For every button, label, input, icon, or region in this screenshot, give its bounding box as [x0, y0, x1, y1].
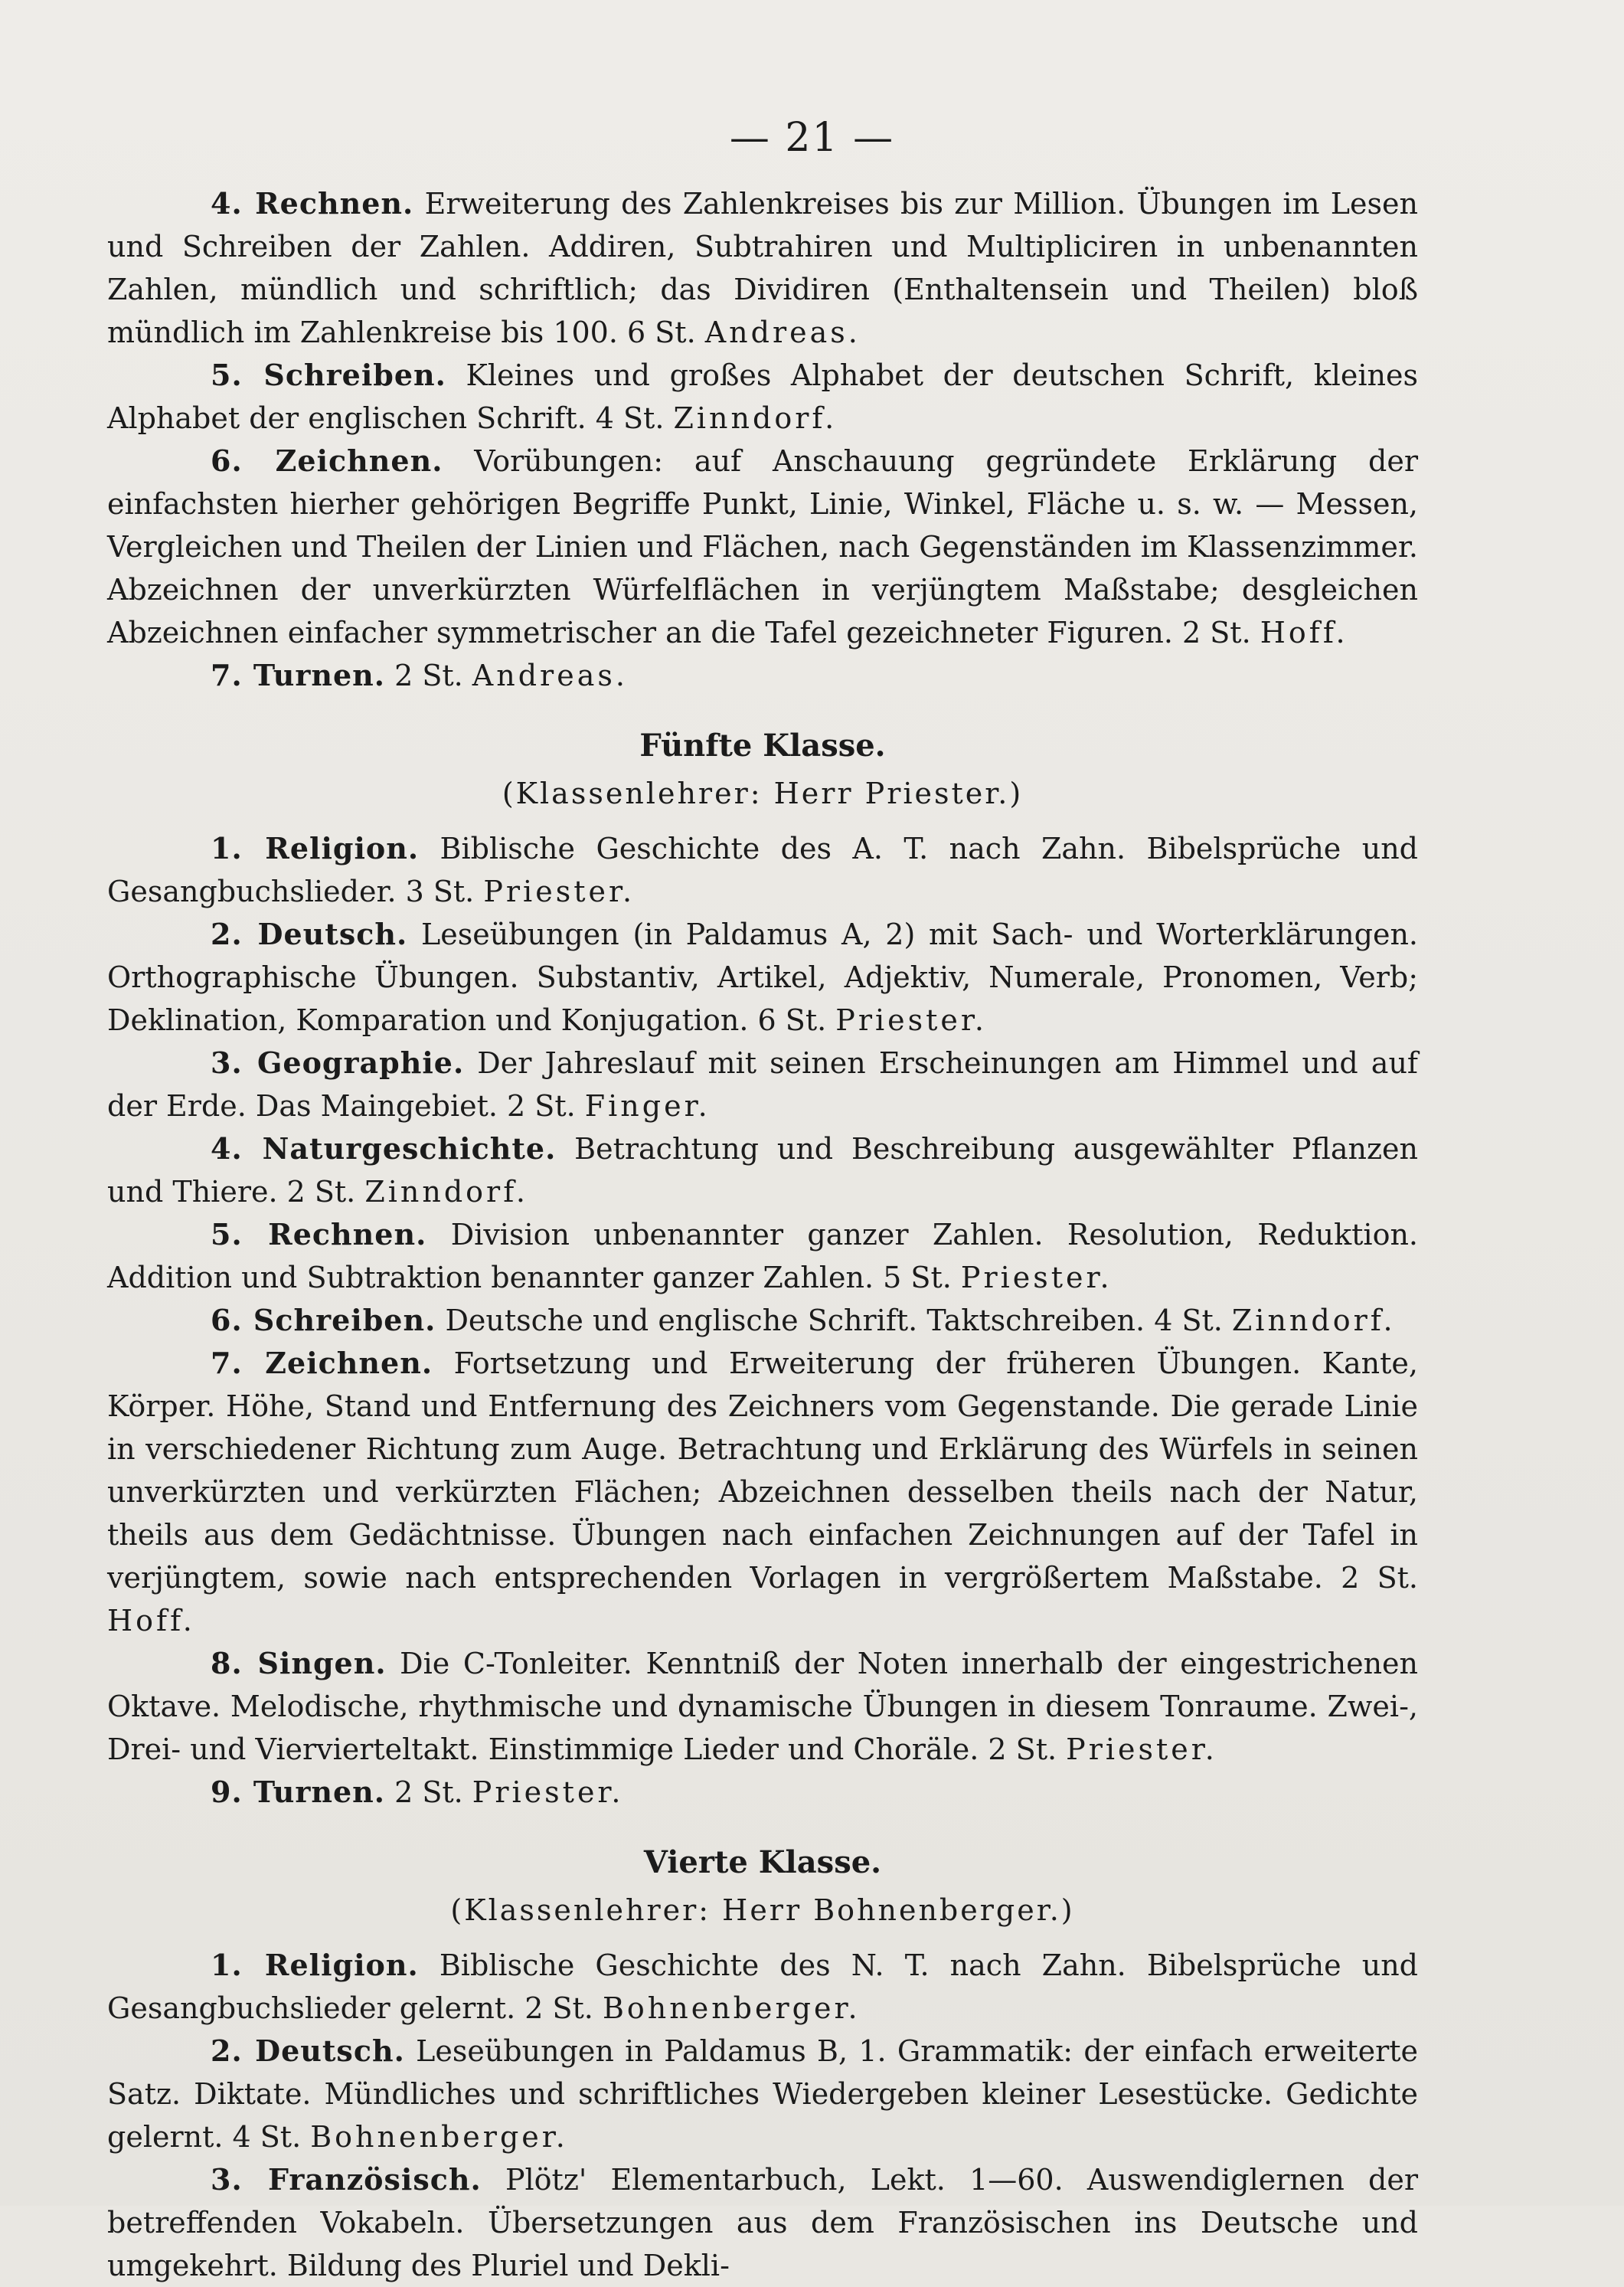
page-content: [107, 182, 1418, 2287]
section-subtitle-klassenlehrer: (Klassenlehrer: Herr Priester.): [502, 777, 1024, 810]
paragraph-franzoesisch-4: [107, 2158, 1418, 2287]
subject-heading: 3. Französisch.: [211, 2162, 482, 2197]
section-title-fuenfte-klasse: Fünfte Klasse.: [639, 728, 886, 764]
paragraph-turnen-5: [107, 1771, 1418, 1814]
paragraph-schreiben-6: [107, 354, 1418, 440]
teacher-name: Priester.: [483, 875, 636, 908]
paragraph-text: Leseübungen (in Paldamus A, 2) mit Sach- und Worterklärungen. Orthographische Übungen. Substantiv, Artikel, Adjektiv, Numerale, Pronomen, Verb; Deklination, Komparation und Konjugation. 6 St.: [107, 918, 1418, 1037]
paragraph-deutsch-5: [107, 913, 1418, 1042]
subject-heading: 6. Zeichnen.: [211, 443, 443, 478]
subject-heading: 3. Geographie.: [211, 1045, 465, 1080]
paragraph-text: 2 St.: [385, 659, 472, 692]
teacher-name: Priester.: [1066, 1732, 1217, 1766]
paragraph-text: Biblische Geschichte des A. T. nach Zahn. Bibelsprüche und Gesangbuchslieder. 3 St.: [107, 832, 1418, 908]
paragraph-naturgeschichte-5: [107, 1127, 1418, 1213]
paragraph-text: Fortsetzung und Erweiterung der früheren Übungen. Kante, Körper. Höhe, Stand und Entfernung des Zeichners vom Gegenstande. Die gerade Linie in verschiedener Richtung zum Auge. Betrachtung und Erklärung des Würfels in seinen unverkürzten und verkürzten Flächen; Abzeichnen desselben theils nach der Natur, theils aus dem Gedächtnisse. Übungen nach einfachen Zeichnungen auf der Tafel in verjüngtem, sowie nach entsprechenden Vorlagen in vergrößertem Maßstabe. 2 St.: [107, 1346, 1418, 1595]
subject-heading: 7. Turnen.: [211, 658, 385, 692]
paragraph-text: Die C-Tonleiter. Kenntniß der Noten innerhalb der eingestrichenen Oktave. Melodische, rhythmische und dynamische Übungen in diesem Tonraume. Zwei-, Drei- und Viervierteltakt. Einstimmige Lieder und Choräle. 2 St.: [107, 1647, 1419, 1766]
paragraph-rechnen-6: [107, 182, 1418, 354]
paragraph-zeichnen-5: [107, 1342, 1418, 1642]
subject-heading: 8. Singen.: [211, 1646, 387, 1680]
paragraph-religion-4: [107, 1944, 1418, 2030]
subject-heading: 5. Rechnen.: [211, 1217, 427, 1251]
paragraph-text: Biblische Geschichte des N. T. nach Zahn. Bibelsprüche und Gesangbuchslieder gelernt. 2 St.: [107, 1948, 1418, 2025]
section-subtitle-klassenlehrer: (Klassenlehrer: Herr Bohnenberger.): [450, 1893, 1075, 1927]
teacher-name: Hoff.: [1260, 616, 1348, 649]
section-title-vierte-klasse: Vierte Klasse.: [643, 1844, 882, 1880]
subject-heading: 2. Deutsch.: [211, 2033, 405, 2068]
teacher-name: Hoff.: [107, 1604, 195, 1638]
page-number: — 21 —: [729, 115, 895, 161]
teacher-name: Zinndorf.: [364, 1175, 529, 1209]
paragraph-text: Deutsche und englische Schrift. Taktschreiben. 4 St.: [436, 1304, 1232, 1337]
paragraph-turnen-6: [107, 654, 1418, 697]
paragraph-text: Kleines und großes Alphabet der deutschen Schrift, kleines Alphabet der englischen Schrift. 4 St.: [107, 358, 1418, 435]
paragraph-text: Erweiterung des Zahlenkreises bis zur Million. Übungen im Lesen und Schreiben der Zahlen. Addiren, Subtrahiren und Multipliciren in unbenannten Zahlen, mündlich und schriftlich; das Dividiren (Enthaltensein und Theilen) bloß mündlich im Zahlenkreise bis 100. 6 St.: [107, 187, 1418, 349]
teacher-name: Priester.: [960, 1261, 1113, 1294]
paragraph-geographie-5: [107, 1042, 1418, 1127]
paragraph-deutsch-4: [107, 2030, 1418, 2158]
teacher-name: Finger.: [584, 1089, 711, 1123]
teacher-name: Bohnenberger.: [310, 2120, 568, 2154]
subject-heading: 6. Schreiben.: [211, 1303, 436, 1337]
paragraph-singen-5: [107, 1642, 1418, 1771]
paragraph-text: 2 St.: [385, 1775, 472, 1809]
teacher-name: Priester.: [472, 1775, 624, 1809]
subject-heading: 5. Schreiben.: [211, 358, 446, 392]
subject-heading: 7. Zeichnen.: [211, 1346, 433, 1380]
paragraph-text: Division unbenannter ganzer Zahlen. Resolution, Reduktion. Addition und Subtraktion benannter ganzer Zahlen. 5 St.: [107, 1218, 1419, 1294]
teacher-name: Andreas.: [704, 316, 861, 349]
paragraph-zeichnen-6: [107, 440, 1418, 654]
subject-heading: 9. Turnen.: [211, 1775, 385, 1809]
subject-heading: 1. Religion.: [211, 1948, 419, 1982]
paragraph-rechnen-5: [107, 1213, 1418, 1299]
paragraph-schreiben-5: [107, 1299, 1418, 1342]
paragraph-text: Der Jahreslauf mit seinen Erscheinungen am Himmel und auf der Erde. Das Maingebiet. 2 St.: [107, 1046, 1418, 1123]
paragraph-text: Leseübungen in Paldamus B, 1. Grammatik: der einfach erweiterte Satz. Diktate. Mündliches und schriftliches Wiedergeben kleiner Lesestücke. Gedichte gelernt. 4 St.: [107, 2034, 1418, 2154]
paragraph-text: Plötz' Elementarbuch, Lekt. 1—60. Auswendiglernen der betreffenden Vokabeln. Übersetzungen aus dem Französischen ins Deutsche und umgekehrt. Bildung des Pluriel und Dekli-: [107, 2163, 1418, 2282]
subject-heading: 4. Naturgeschichte.: [211, 1131, 557, 1166]
subject-heading: 1. Religion.: [211, 831, 420, 865]
teacher-name: Priester.: [835, 1003, 987, 1037]
teacher-name: Andreas.: [472, 659, 628, 692]
paragraph-religion-5: [107, 827, 1418, 913]
paragraph-text: Vorübungen: auf Anschauung gegründete Erklärung der einfachsten hierher gehörigen Begriffe Punkt, Linie, Winkel, Fläche u. s. w. — Messen, Vergleichen und Theilen der Linien und Flächen, nach Gegenständen im Klassenzimmer. Abzeichnen der unverkürzten Würfelflächen in verjüngtem Maßstabe; desgleichen Abzeichnen einfacher symmetrischer an die Tafel gezeichneter Figuren. 2 St.: [107, 444, 1418, 649]
teacher-name: Zinndorf.: [1231, 1304, 1396, 1337]
teacher-name: Bohnenberger.: [602, 1991, 861, 2025]
paragraph-text: Betrachtung und Beschreibung ausgewählter Pflanzen und Thiere. 2 St.: [107, 1132, 1418, 1209]
subject-heading: 4. Rechnen.: [211, 186, 414, 221]
subject-heading: 2. Deutsch.: [211, 917, 408, 951]
teacher-name: Zinndorf.: [673, 401, 838, 435]
